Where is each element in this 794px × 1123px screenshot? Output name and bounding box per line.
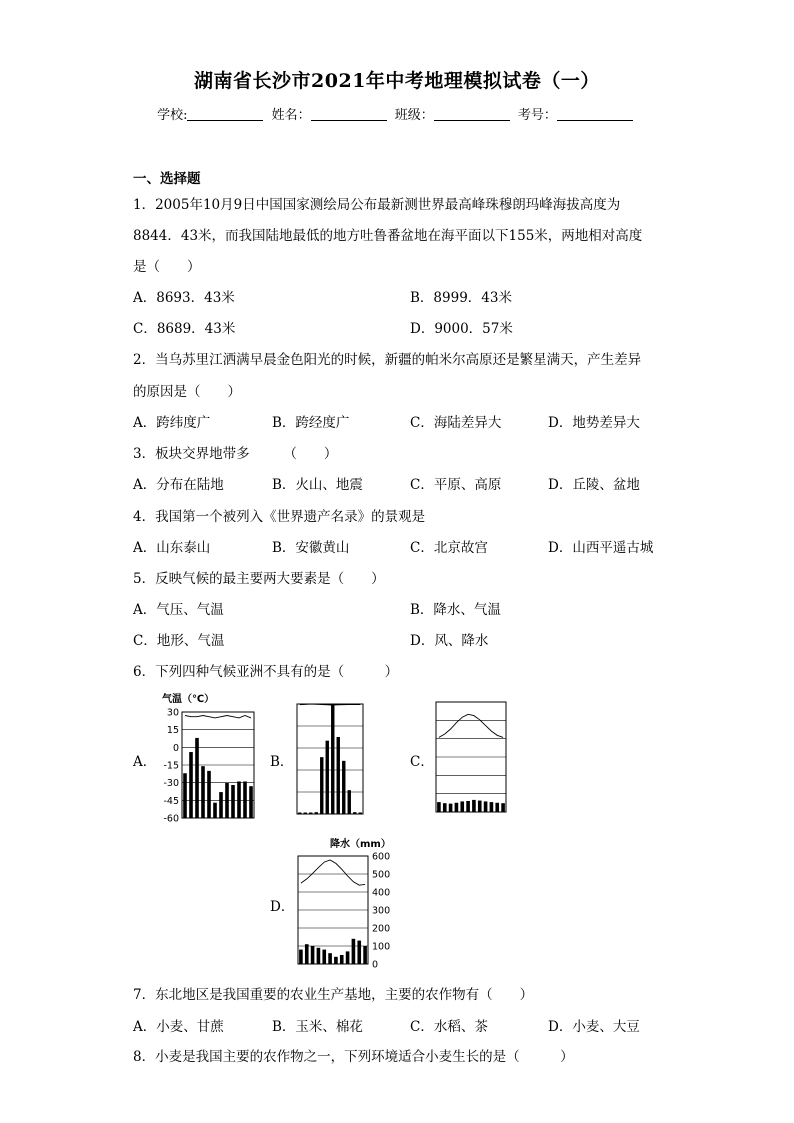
chart-tick-label: 400: [372, 887, 391, 899]
chart-tick-label: 0: [372, 959, 379, 970]
q1-option-c[interactable]: C．8689．43米: [133, 321, 236, 337]
chart-bar: [322, 950, 326, 964]
chart-bar: [495, 803, 499, 812]
name-blank[interactable]: [311, 108, 387, 121]
q3-option-c[interactable]: C．平原、高原: [410, 477, 502, 493]
chart-tick-label: -30: [163, 778, 179, 790]
chart-bar: [309, 813, 312, 815]
q4-option-b[interactable]: B．安徽黄山: [272, 540, 350, 556]
q5-option-d[interactable]: D．风、降水: [410, 633, 489, 649]
q5-stem: 5．反映气候的最主要两大要素是（ ）: [133, 571, 385, 587]
chart-tick-label: 200: [372, 923, 391, 935]
chart-bar: [443, 803, 447, 812]
chart-frame: [297, 704, 363, 814]
chart-temperature-line: [439, 714, 503, 737]
climate-chart-d: [296, 834, 396, 970]
q1-option-b[interactable]: B．8999．43米: [410, 290, 512, 306]
chart-temperature-line: [185, 716, 251, 718]
school-blank[interactable]: [187, 108, 263, 121]
q2-option-b[interactable]: B．跨经度广: [272, 415, 350, 431]
q7-option-d[interactable]: D．小麦、大豆: [548, 1019, 640, 1035]
q7-option-a[interactable]: A．小麦、甘蔗: [133, 1019, 224, 1035]
q2-option-a[interactable]: A．跨纬度广: [133, 415, 211, 431]
chart-tick-label: -60: [163, 813, 179, 824]
chart-tick-label: 600: [372, 851, 391, 863]
chart-bar: [501, 803, 505, 812]
chart-bar: [334, 957, 338, 964]
q1-stem-line3: 是（ ）: [133, 259, 201, 275]
chart-tick-label: 30: [166, 707, 179, 719]
q2-option-d[interactable]: D．地势差异大: [548, 415, 640, 431]
q5-option-c[interactable]: C．地形、气温: [133, 633, 225, 649]
chart-bar: [317, 948, 321, 964]
chart-bar: [466, 801, 470, 812]
chart-bar: [231, 785, 235, 818]
chart-bar: [328, 953, 332, 964]
q8-stem: 8．小麦是我国主要的农作物之一，下列环境适合小麦生长的是（ ）: [133, 1049, 574, 1065]
chart-bar: [201, 766, 205, 818]
chart-bar: [337, 737, 340, 814]
q3-stem: 3．板块交界地带多 （ ）: [133, 446, 338, 462]
chart-bar: [352, 939, 356, 964]
q7-stem: 7．东北地区是我国重要的农业生产基地，主要的农作物有（ ）: [133, 987, 534, 1003]
chart-bar: [331, 704, 334, 814]
q2-stem-line2: 的原因是（ ）: [133, 384, 241, 400]
chart-bar: [363, 946, 367, 964]
q5-option-b[interactable]: B．降水、气温: [410, 602, 501, 618]
chart-bar: [437, 802, 441, 812]
chart-tick-label: 15: [166, 725, 179, 737]
chart-bar: [490, 802, 494, 812]
chart-bar: [472, 800, 476, 812]
class-label: 班级：: [394, 108, 434, 123]
chart-temperature-line: [301, 860, 365, 885]
q3-option-a[interactable]: A．分布在陆地: [133, 477, 224, 493]
chart-axis-label: 降水（mm）: [330, 839, 391, 850]
chart-bar: [455, 803, 459, 812]
q6-option-d[interactable]: D．: [270, 899, 295, 915]
chart-bar: [315, 812, 318, 814]
chart-bar: [237, 781, 241, 818]
chart-tick-label: 500: [372, 869, 391, 881]
chart-bar: [183, 773, 187, 818]
chart-bar: [225, 783, 229, 818]
chart-bar: [348, 790, 351, 814]
q5-option-a[interactable]: A．气压、气温: [133, 602, 224, 618]
chart-bar: [484, 801, 488, 812]
q2-stem-line1: 2．当乌苏里江洒满早晨金色阳光的时候，新疆的帕米尔高原还是繁星满天，产生差异: [133, 352, 642, 368]
chart-bar: [346, 951, 350, 964]
climate-chart-a: [150, 688, 260, 824]
chart-bar: [219, 792, 223, 818]
chart-bar: [305, 944, 309, 964]
chart-bar: [460, 801, 464, 812]
q4-option-c[interactable]: C．北京故宫: [410, 540, 488, 556]
class-blank[interactable]: [434, 108, 510, 121]
section-heading: 一、选择题: [133, 171, 201, 187]
chart-axis-label: 气温（℃）: [162, 694, 215, 705]
chart-bar: [207, 771, 211, 818]
chart-bar: [299, 950, 303, 964]
q6-stem: 6．下列四种气候亚洲不具有的是（ ）: [133, 664, 399, 680]
student-info-row: [0, 104, 794, 123]
climate-chart-c: [434, 700, 508, 814]
chart-bar: [449, 804, 453, 812]
chart-bar: [478, 801, 482, 812]
chart-bar: [213, 803, 217, 818]
school-label: 学校:: [157, 108, 188, 123]
chart-tick-label: -15: [163, 760, 179, 772]
chart-bar: [243, 781, 247, 818]
chart-tick-label: 0: [172, 742, 179, 754]
chart-bar: [249, 786, 253, 818]
q1-stem-line2: 8844．43米，而我国陆地最低的地方吐鲁番盆地在海平面以下155米，两地相对高度: [133, 228, 643, 244]
q4-stem: 4．我国第一个被列入《世界遗产名录》的景观是: [133, 509, 426, 525]
exam-title: 湖南省长沙市2021年中考地理模拟试卷（一）: [194, 70, 600, 92]
q3-option-d[interactable]: D．丘陵、盆地: [548, 477, 640, 493]
chart-bar: [189, 752, 193, 818]
q6-option-c[interactable]: C．: [410, 754, 434, 770]
name-label: 姓名：: [271, 108, 311, 123]
q7-option-c[interactable]: C．水稻、茶: [410, 1019, 488, 1035]
q2-option-c[interactable]: C．海陆差异大: [410, 415, 502, 431]
q7-option-b[interactable]: B．玉米、棉花: [272, 1019, 363, 1035]
q3-option-b[interactable]: B．火山、地震: [272, 477, 363, 493]
chart-tick-label: -45: [163, 795, 179, 807]
q6-option-b[interactable]: B．: [270, 754, 294, 770]
chart-bar: [320, 757, 323, 814]
q4-option-d[interactable]: D．山西平遥古城: [548, 540, 654, 556]
chart-bar: [359, 813, 362, 815]
q6-option-a[interactable]: A．: [133, 754, 157, 770]
q1-option-d[interactable]: D．9000．57米: [410, 321, 513, 337]
chart-bar: [340, 955, 344, 964]
exam-no-blank[interactable]: [557, 108, 633, 121]
q1-option-a[interactable]: A．8693．43米: [133, 290, 235, 306]
q1-stem-line1: 1．2005年10月9日中国国家测绘局公布最新测世界最高峰珠穆朗玛峰海拔高度为: [133, 197, 621, 213]
chart-bar: [342, 761, 345, 814]
exam-no-label: 考号：: [517, 108, 557, 123]
chart-bar: [195, 738, 199, 818]
chart-bar: [311, 946, 315, 964]
chart-bar: [353, 812, 356, 814]
chart-bar: [298, 813, 301, 815]
chart-bar: [326, 741, 329, 814]
climate-chart-b: [295, 696, 367, 818]
chart-bar: [357, 941, 361, 964]
chart-tick-label: 100: [372, 941, 391, 953]
chart-tick-label: 300: [372, 905, 391, 917]
chart-bar: [304, 813, 307, 815]
q4-option-a[interactable]: A．山东泰山: [133, 540, 211, 556]
